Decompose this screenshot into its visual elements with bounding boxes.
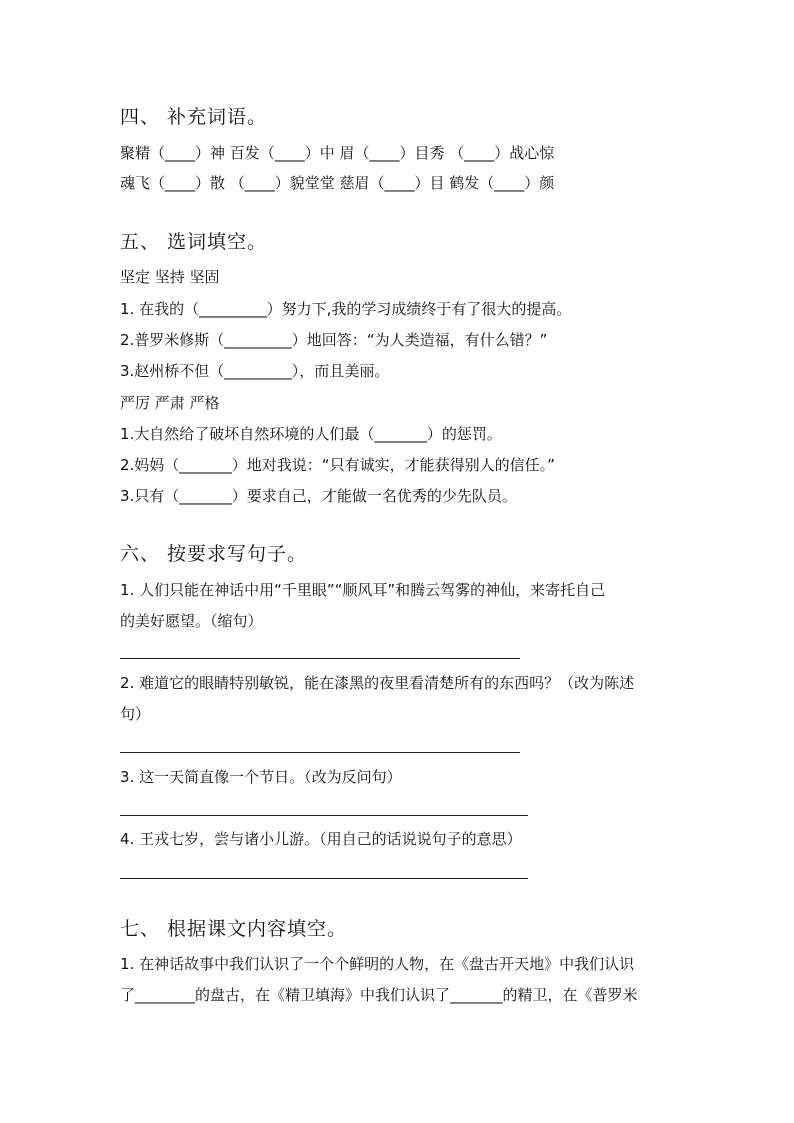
fill-item-2-1: 1.大自然给了破坏自然环境的人们最（_______）的惩罚。 — [120, 425, 502, 443]
section-4-row-1: 聚精（____）神 百发（____）中 眉（____）目秀 （____）战心惊 — [120, 144, 555, 162]
question-1-line-1: 1. 人们只能在神话中用“千里眼”“顺风耳”和腾云驾雾的神仙，来寄托自己 — [120, 581, 606, 599]
question-1-line-2: 的美好愿望。（缩句） — [120, 612, 263, 630]
fill-item-2-2: 2.妈妈（_______）地对我说：“只有诚实，才能获得别人的信任。” — [120, 456, 555, 474]
question-3: 3. 这一天简直像一个节日。（改为反问句） — [120, 768, 402, 786]
answer-line-4 — [120, 878, 528, 879]
answer-line-1 — [120, 658, 520, 659]
question-4: 4. 王戎七岁，尝与诸小儿游。（用自己的话说说句子的意思） — [120, 830, 522, 848]
section-4-row-2: 魂飞（____）散 （____）貌堂堂 慈眉（____）目 鹤发（____）颜 — [120, 174, 555, 192]
fill-item-1-2: 2.普罗米修斯（_________）地回答：“为人类造福，有什么错？” — [120, 331, 548, 349]
question-2-line-2: 句） — [120, 705, 151, 723]
fill-item-1-3: 3.赵州桥不但（_________），而且美丽。 — [120, 362, 390, 380]
answer-line-3 — [120, 815, 528, 816]
section-7-line-1: 1. 在神话故事中我们认识了一个个鲜明的人物，在《盘古开天地》中我们认识 — [120, 955, 635, 973]
answer-line-2 — [120, 752, 520, 753]
section-4-heading: 四、 补充词语。 — [120, 106, 268, 128]
section-7-heading: 七、 根据课文内容填空。 — [120, 918, 348, 940]
question-2-line-1: 2. 难道它的眼睛特别敏锐，能在漆黑的夜里看清楚所有的东西吗？（改为陈述 — [120, 674, 635, 692]
word-choices-1: 坚定 坚持 坚固 — [120, 268, 220, 286]
section-7-line-2: 了________的盘古，在《精卫填海》中我们认识了_______的精卫，在《普罗米 — [120, 986, 638, 1004]
fill-item-1-1: 1. 在我的（_________）努力下,我的学习成绩终于有了很大的提高。 — [120, 300, 572, 318]
section-6-heading: 六、 按要求写句子。 — [120, 543, 308, 565]
section-5-heading: 五、 选词填空。 — [120, 231, 268, 253]
word-choices-2: 严厉 严肃 严格 — [120, 394, 220, 412]
fill-item-2-3: 3.只有（_______）要求自己，才能做一名优秀的少先队员。 — [120, 487, 517, 505]
